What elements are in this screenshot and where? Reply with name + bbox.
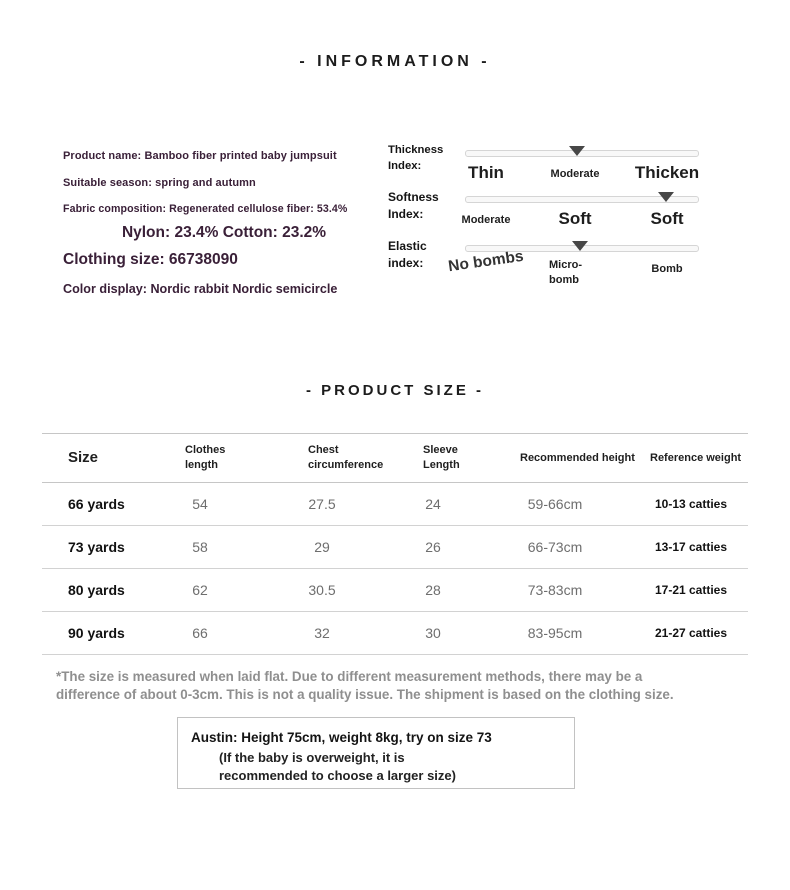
cell-size: 80 yards xyxy=(42,569,160,612)
color-display-line: Color display: Nordic rabbit Nordic semicircle xyxy=(63,282,338,296)
thickness-option-moderate: Moderate xyxy=(550,168,600,180)
softness-index-label: Softness Index: xyxy=(388,190,439,221)
table-row xyxy=(42,483,748,526)
cell-sleeve: 26 xyxy=(404,526,462,569)
product-size-section-title: - PRODUCT SIZE - xyxy=(306,382,484,399)
cell-weight: 17-21 catties xyxy=(648,569,748,612)
fabric-percentages-line: Nylon: 23.4% Cotton: 23.2% xyxy=(121,224,327,241)
thickness-option-thin: Thin xyxy=(468,163,504,182)
model-fit-sub-line2: recommended to choose a larger size) xyxy=(219,767,456,783)
thickness-option-thicken: Thicken xyxy=(634,163,700,182)
cell-height: 66-73cm xyxy=(462,526,648,569)
elastic-option-bomb: Bomb xyxy=(651,263,683,275)
cell-clothes-length: 54 xyxy=(160,483,240,526)
cell-chest: 27.5 xyxy=(240,483,404,526)
cell-weight: 10-13 catties xyxy=(648,483,748,526)
cell-size: 90 yards xyxy=(42,612,160,655)
softness-option-moderate: Moderate xyxy=(461,214,511,226)
cell-height: 59-66cm xyxy=(462,483,648,526)
col-header-reference-weight: Reference weight xyxy=(648,434,748,483)
elastic-option-micro-bomb: Micro-bomb xyxy=(549,259,582,286)
col-header-chest-circumference: Chest circumference xyxy=(240,434,404,483)
cell-sleeve: 24 xyxy=(404,483,462,526)
information-section-title: - INFORMATION - xyxy=(299,53,491,70)
suitable-season-line: Suitable season: spring and autumn xyxy=(63,177,256,189)
elastic-option-no-bombs: No bombs xyxy=(447,247,525,276)
model-fit-sub-line1: (If the baby is overweight, it is xyxy=(219,750,405,765)
col-header-clothes-length: Clothes length xyxy=(160,434,240,483)
fabric-composition-line: Fabric composition: Regenerated cellulose fiber: 53.4% xyxy=(63,203,348,215)
elastic-index-row xyxy=(388,238,706,285)
measurement-note-line1: *The size is measured when laid flat. Due to different measurement methods, there may be a xyxy=(56,669,643,684)
cell-weight: 13-17 catties xyxy=(648,526,748,569)
table-row xyxy=(42,526,748,569)
model-fit-title: Austin: Height 75cm, weight 8kg, try on size 73 xyxy=(191,730,492,745)
cell-size: 66 yards xyxy=(42,483,160,526)
cell-size: 73 yards xyxy=(42,526,160,569)
cell-sleeve: 30 xyxy=(404,612,462,655)
measurement-note xyxy=(56,668,748,704)
softness-index-row xyxy=(388,189,706,236)
clothing-size-line: Clothing size: 66738090 xyxy=(63,251,238,268)
product-name-line: Product name: Bamboo fiber printed baby jumpsuit xyxy=(63,150,337,162)
softness-index-options xyxy=(462,189,706,236)
measurement-note-line2: difference of about 0-3cm. This is not a quality issue. The shipment is based on the clothing size. xyxy=(56,686,674,702)
col-header-sleeve-length: Sleeve Length xyxy=(404,434,462,483)
cell-chest: 30.5 xyxy=(240,569,404,612)
thickness-index-row xyxy=(388,143,706,190)
cell-height: 73-83cm xyxy=(462,569,648,612)
elastic-index-options xyxy=(447,238,706,286)
cell-clothes-length: 66 xyxy=(160,612,240,655)
col-header-size: Size xyxy=(42,434,160,483)
thickness-index-options xyxy=(462,143,706,190)
size-table-header-row xyxy=(42,434,748,483)
table-row xyxy=(42,569,748,612)
cell-clothes-length: 62 xyxy=(160,569,240,612)
cell-chest: 32 xyxy=(240,612,404,655)
col-header-recommended-height: Recommended height xyxy=(462,434,648,483)
cell-height: 83-95cm xyxy=(462,612,648,655)
cell-clothes-length: 58 xyxy=(160,526,240,569)
size-table xyxy=(42,433,748,655)
softness-option-soft-mid: Soft xyxy=(558,209,592,228)
cell-sleeve: 28 xyxy=(404,569,462,612)
softness-option-soft-right: Soft xyxy=(650,209,684,228)
model-fit-box xyxy=(177,717,575,789)
thickness-index-label: Thickness Index: xyxy=(388,144,444,172)
cell-chest: 29 xyxy=(240,526,404,569)
cell-weight: 21-27 catties xyxy=(648,612,748,655)
table-row xyxy=(42,612,748,655)
elastic-index-label: Elastic index: xyxy=(388,239,427,270)
